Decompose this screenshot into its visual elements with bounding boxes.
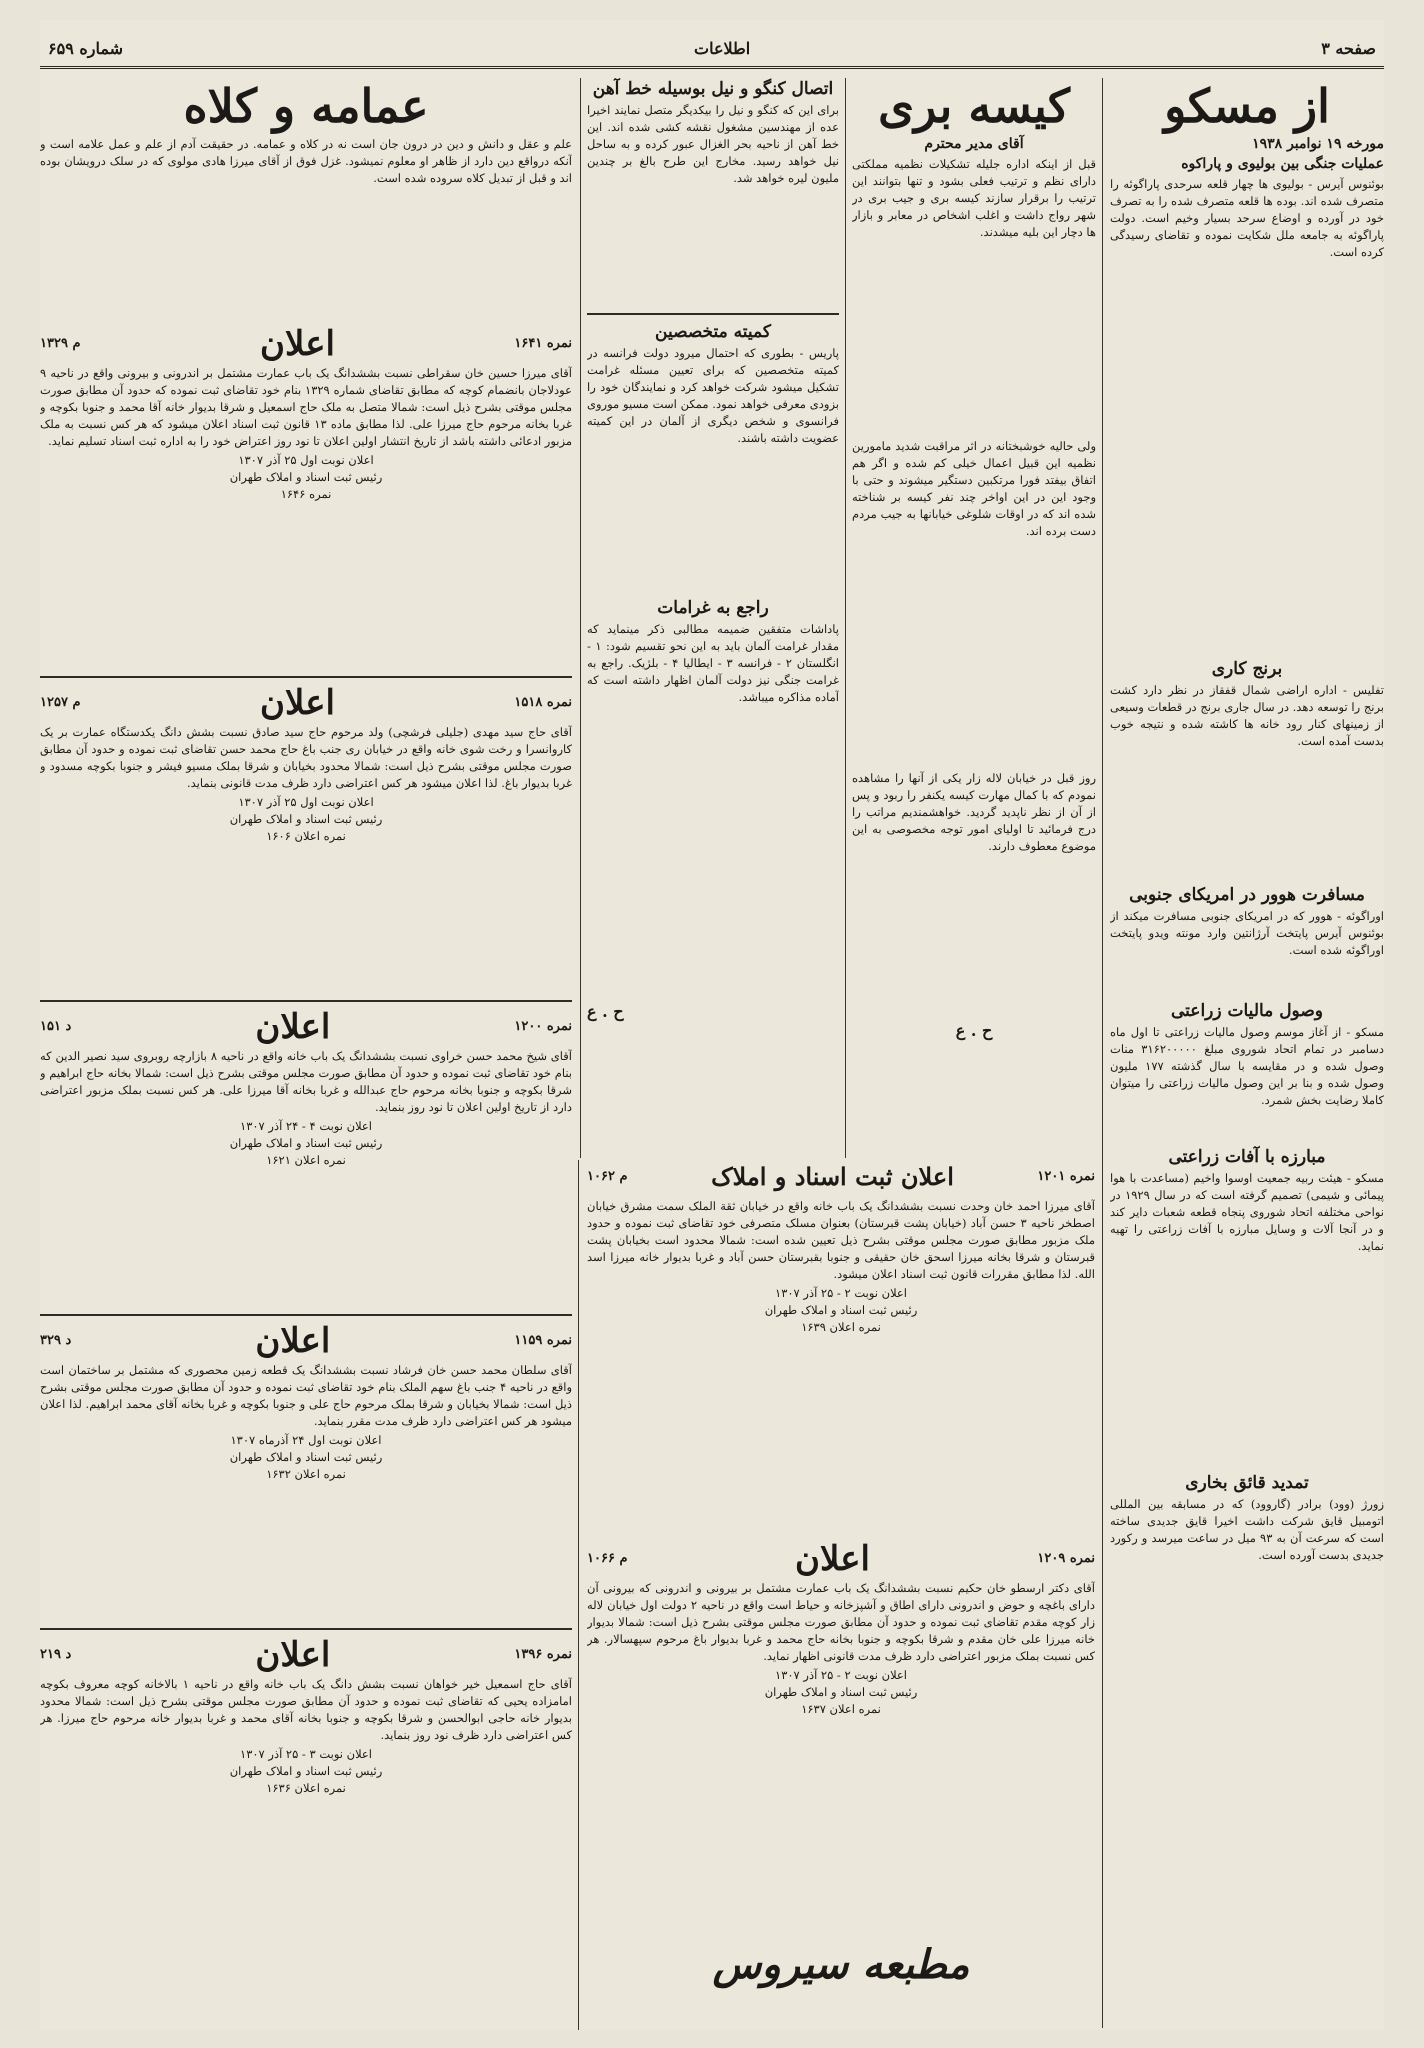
divider <box>587 313 839 315</box>
ad-block-center <box>587 1540 1095 1920</box>
railway-title: اتصال کنگو و نیل بوسیله خط آهن <box>592 79 834 99</box>
moscow-date: مورخه ۱۹ نوامبر ۱۹۳۸ <box>1252 136 1384 152</box>
issue-number: شماره ۶۵۹ <box>48 38 123 58</box>
ad-signature: رئیس ثبت اسناد و املاک طهران <box>229 1136 383 1150</box>
registry-notice <box>587 1158 1095 1513</box>
moscow-s1-body: بوئنوس آیرس - بولیوی ها چهار قلعه سرحدی پاراگوئه را متصرف شده اند. بوده ها قلعه متصرف شده را به تصرف خود در آورده و اوضاع سرحد بسیار وخیم است. دولت پاراگوئه به جامعه ملل شکایت نموده و تقاضای رسیدگی کرده است. <box>1110 177 1384 259</box>
ad-serial: نمره اعلان ۱۶۳۶ <box>266 1781 346 1795</box>
registry-ref: م ۱۰۶۲ <box>587 1169 628 1184</box>
page-number: صفحه ۳ <box>1321 38 1376 58</box>
ad-body: آقای حاج اسمعیل خیر خواهان نسبت بشش دانگ یک باب خانه واقع در ناحیه ۱ بالاخانه کوچه معروف بکوچه امامزاده یحیی که تقاضای ثبت نموده و حدود آن مطابق صورت مجلس موقتی بشرح ذیل است: شمالا محدود بدیوار خانه حاجی ابوالحسن و شرقا بکوچه و جنوبا بخانه آقای محمد و غربا بدیوار خانه مرحوم حاج میرزا. هر کس اعتراضی دارد ظرف نود روز بنماید. <box>40 1677 572 1742</box>
ad-heading: اعلان <box>255 1635 331 1675</box>
turban-body: علم و عقل و دانش و دین در درون جان است نه در کلاه و عمامه. در حقیقت آدم از علم و عمل علامه است و آنکه درواقع دین دارد از ظاهر او معلوم نمیشود. غزل فوق از آقای میرزا هادی مولوی که در سلک درویشان بوده اند و قبل از تبدیل کلاه سروده شده است. <box>40 137 572 185</box>
ad-signature: رئیس ثبت اسناد و املاک طهران <box>229 1764 383 1778</box>
moscow-s4-body: مسکو - از آغاز موسم وصول مالیات زراعتی تا اول ماه دسامبر در تمام اتحاد شوروی مبلغ ۳۱۶۲۰۰۰۰۰ منات وصول شده و در مقایسه با سال گذشته ۱۷۷ ملیون وصول شده و بنا بر این وصول مالیات زراعتی را میتوان کاملا رضایت بخش شمرد. <box>1110 1025 1384 1107</box>
ad-date: اعلان نوبت ۴ - ۲۴ آذر ۱۳۰۷ <box>240 1119 372 1133</box>
kisebori-body-3: روز قبل در خیابان لاله زار یکی از آنها را مشاهده نمودم که با کمال مهارت کیسه یکنفر را ربود و پس از آن از نظر ناپدید گردید. خواهشمندیم مراتب را درج فرمائید تا اولیای امور توجه مخصوصی به این موضوع معطوف دارند. <box>852 771 1096 853</box>
kisebori-body-2: ولی حالیه خوشبختانه در اثر مراقبت شدید مامورین نظمیه این قبیل اعمال خیلی کم شده و اگر هم اتفاق بیفتد فورا مرتکبین دستگیر میشوند و حتی با وجود این در این اواخر چند نفر کیسه بر شناخته شده اند که در اوقات شلوغی خیابانها به جیب مردم دست برده اند. <box>852 439 1096 538</box>
moscow-s3-head: مسافرت هوور در امریکای جنوبی <box>1129 885 1365 905</box>
reparations-title: راجع به غرامات <box>657 598 769 618</box>
ad-date: اعلان نوبت اول ۲۵ آذر ۱۳۰۷ <box>238 795 374 809</box>
newspaper-title: اطلاعات <box>694 38 751 58</box>
turban-article <box>40 78 572 328</box>
ad-date: اعلان نوبت اول ۲۴ آذرماه ۱۳۰۷ <box>230 1433 382 1447</box>
moscow-s2-body: تفلیس - اداره اراضی شمال قفقاز در نظر دارد کشت برنج را توسعه دهد. در سال جاری برنج در قطعات وسیعی از زمینهای کنار رود خانه ها کاشته شده و نتیجه خوب بدست آمده است. <box>1110 683 1384 748</box>
ad-ref: د ۳۲۹ <box>40 1333 72 1348</box>
moscow-s2-head: برنج کاری <box>1211 659 1283 679</box>
ad-signature: رئیس ثبت اسناد و املاک طهران <box>764 1685 918 1699</box>
column-rule <box>578 1160 579 2030</box>
registry-date: اعلان نوبت ۲ - ۲۵ آذر ۱۳۰۷ <box>775 1286 907 1300</box>
ad-body: آقای حاج سید مهدی (جلیلی فرشچی) ولد مرحوم حاج سید صادق نسبت بشش دانگ یکدستگاه عمارت بر یک کاروانسرا و رخت شوی خانه واقع در خیابان ری جنب باغ حاج محمد حسن تقاضای ثبت نموده و حدود آن مطابق صورت مجلس موقتی بشرح ذیل است: شمالا محدود بخیابان و شرقا بملک مسیو فیشر و جنوبا بکوچه مسدود و غربا بدیوار باغ. لذا اعلان میشود هر کس اعتراضی دارد ظرف مدت قانونی بنماید. <box>40 725 572 790</box>
ad-number: نمره ۱۶۴۱ <box>514 336 572 351</box>
ad-date: اعلان نوبت اول ۲۵ آذر ۱۳۰۷ <box>238 453 374 467</box>
moscow-s4-head: وصول مالیات زراعتی <box>1171 1001 1323 1021</box>
ad-serial: نمره اعلان ۱۶۳۲ <box>266 1467 346 1481</box>
moscow-s6-head: تمدید قائق بخاری <box>1185 1473 1309 1493</box>
ad-heading: اعلان <box>259 325 335 364</box>
ad-block <box>40 1322 572 1622</box>
ad-block <box>40 684 572 994</box>
reparations-body: پاداشات متفقین ضمیمه مطالبی ذکر مینماید که مقدار غرامت آلمان باید به این نحو تقسیم شود: ۱ - انگلستان ۲ - فرانسه ۳ - ایطالیا ۴ - بلژیک. راجع به غرامت جنگی نیز دولت آلمان اظهار داشته است که آماده مذاکره میباشد. <box>587 622 839 704</box>
ad-number: نمره ۱۳۹۶ <box>514 1647 572 1662</box>
ad-block <box>40 1008 572 1308</box>
registry-signature: رئیس ثبت اسناد و املاک طهران <box>764 1303 918 1317</box>
printer-imprint <box>587 1935 1095 2005</box>
column-rule <box>1102 78 1103 2028</box>
ad-signature: رئیس ثبت اسناد و املاک طهران <box>229 470 383 484</box>
divider <box>40 676 572 678</box>
ad-serial: نمره اعلان ۱۶۳۷ <box>801 1702 881 1716</box>
ad-serial: نمره اعلان ۱۶۰۶ <box>266 829 346 843</box>
column-rule <box>845 78 846 1158</box>
moscow-s6-body: زورژ (وود) برادر (گاروود) که در مسابقه بین المللی اتومبیل قایق شرکت داشت اخیرا قایق جدیدی ساخته است که سرعت آن به ۹۳ میل در ساعت میرسد و رکورد جدیدی بدست آورده است. <box>1110 1497 1384 1562</box>
kisebori-salutation: آقای مدیر محترم <box>924 136 1024 152</box>
ad-heading: اعلان <box>255 1007 331 1047</box>
ad-body: آقای سلطان محمد حسن خان فرشاد نسبت بششدانگ یک قطعه زمین محصوری که مشتمل بر ساختمان است واقع در ناحیه ۴ جنب باغ سهم الملک بنام خود تقاضای ثبت نموده و حدود آن مطابق صورت مجلس موقتی بشرح ذیل است: شمالا بخیابان و شرقا بملک مرحوم حاج علی و جنوبا بکوچه و غربا بخانه آقای محمد ابراهیم. لذا اعلان میشود هر کس اعتراضی دارد ظرف مدت مقرر بنماید. <box>40 1363 572 1428</box>
registry-number: نمره ۱۲۰۱ <box>1037 1169 1095 1184</box>
ad-date: اعلان نوبت ۲ - ۲۵ آذر ۱۳۰۷ <box>775 1668 907 1682</box>
committee-body: پاریس - بطوری که احتمال میرود دولت فرانسه در کمیته متخصصین که برای تعیین مسئله غرامت تشکیل میشود شرکت خواهد کرد و نمایندگان خود را بزودی معرفی خواهد نمود. ممکن است مسیو موروی فرانسوی و شخص دیگری از آلمان در این کمیته عضویت داشته باشند. <box>587 346 839 445</box>
kisebori-column <box>852 78 1096 1158</box>
ad-serial: نمره ۱۶۴۶ <box>280 487 332 501</box>
ad-ref: م ۱۰۶۶ <box>587 1551 628 1566</box>
kisebori-title: کیسه بری <box>878 79 1070 133</box>
registry-body: آقای میرزا احمد خان وحدت نسبت بششدانگ یک باب خانه واقع در خیابان ثقة الملک سمت مشرق خیابان اصطخر ناحیه ۳ حسن آباد (خیابان پشت قبرستان) بعنوان مسلک متصرفی خود تقاضای ثبت نموده و حدود ملک مزبور مطابق صورت مجلس موقتی بشرح ذیل تعیین شده است: شمالا محدود است بخیابان پشت قبرستان و شرقا بخانه میرزا اسحق خان حقیقی و جنوبا بقبرستان حسن آباد و غربا بدیوار خانه میرزا اسد الله. لذا مطابق مقررات قانون ثبت اسناد اعلان میشود. <box>587 1199 1095 1281</box>
ad-body: آقای میرزا حسین خان سقراطی نسبت بششدانگ یک باب عمارت مشتمل بر اندرونی و بیرونی واقع در ناحیه ۹ عودلاجان بانضمام کوچه که مطابق تقاضای شماره ۱۳۲۹ بنام خود تقاضای ثبت نموده که حدود آن مطابق صورت مجلس موقتی بشرح ذیل است: شمالا متصل به ملک حاج اسمعیل و شرقا بدیوار خانه آقا محمد و جنوبا بکوچه و غربا بخانه مرحوم حاج میرزا علی. لذا مطابق ماده ۱۳ قانون ثبت اسناد اعلان میشود که هر کس نسبت به ملک مزبور ادعائی داشته باشد از تاریخ انتشار اولین اعلان تا نود روز اعتراض خود را به اداره ثبت اسناد تسلیم نماید. <box>40 366 572 448</box>
moscow-title: از مسکو <box>1164 79 1330 133</box>
column-rule <box>580 78 581 1158</box>
divider <box>40 1628 572 1630</box>
divider <box>40 1314 572 1316</box>
ad-ref: د ۱۵۱ <box>40 1019 72 1034</box>
registry-heading: اعلان ثبت اسناد و املاک <box>711 1162 954 1191</box>
ad-serial: نمره اعلان ۱۶۲۱ <box>266 1153 346 1167</box>
ad-heading: اعلان <box>259 683 335 723</box>
masthead <box>40 30 1384 69</box>
ad-number: نمره ۱۵۱۸ <box>514 695 572 710</box>
moscow-s5-body: مسکو - هیئت ربیه جمعیت اوسوا واخیم (مساعدت با هوا پیمائی و شیمی) تصمیم گرفته است که در سال ۱۹۲۹ در نواحی مختلفه اتحاد شوروی پنجاه قطعه شعبات دایر کند و در آنجا آلات و وسایل مبارزه با آفات زراعتی را تهیه نماید. <box>1110 1171 1384 1253</box>
ad-signature: رئیس ثبت اسناد و املاک طهران <box>229 1450 383 1464</box>
ad-ref: د ۲۱۹ <box>40 1647 72 1662</box>
column-signature: ح . ع <box>587 1002 624 1021</box>
ad-number: نمره ۱۲۰۰ <box>514 1019 572 1034</box>
ad-ref: م ۱۲۵۷ <box>40 695 81 710</box>
moscow-s5-head: مبارزه با آفات زراعتی <box>1168 1147 1326 1167</box>
divider <box>40 1000 572 1002</box>
newspaper-page <box>40 20 1384 2030</box>
printer-name: مطبعه سیروس <box>712 1941 970 1988</box>
ad-body: آقای دکتر ارسطو خان حکیم نسبت بششدانگ یک باب عمارت مشتمل بر بیرونی و اندرونی که بیرونی آن دارای باغچه و حوض و اندرونی دارای اطاق و آشپزخانه و حیاط است واقع در ناحیه ۲ دولت اول خیابان لاله زار کوچه مقدم تقاضای ثبت نموده و حدود آن مطابق صورت مجلس موقتی بشرح ذیل است: شمالا بدیوار خانه میرزا علی خان مقدم و شرقا بکوچه و جنوبا بخانه حاج محمد و غربا بدیوار باغ مرحوم سپهسالار. هر کس نسبت بملک مزبور اعتراضی دارد ظرف مدت قانونی اظهار نماید. <box>587 1581 1095 1663</box>
ad-number: نمره ۱۱۵۹ <box>514 1333 572 1348</box>
turban-title: عمامه و کلاه <box>183 79 429 133</box>
ad-body: آقای شیخ محمد حسن خراوی نسبت بششدانگ یک باب خانه واقع در ناحیه ۸ بازارچه روبروی سید نصیر الدین که بنام خود تقاضای ثبت نموده و حدود آن مطابق صورت مجلس موقتی بشرح ذیل است: شمالا بخانه حاج ابراهیم و شرقا بکوچه و جنوبا بخانه مرحوم حاج عبدالله و غربا بخانه آقا میرزا علی. هر کس نسبت بملک مزبور اعتراضی دارد از تاریخ اولین اعلان تا نود روز بنماید. <box>40 1049 572 1114</box>
ad-ref: م ۱۳۲۹ <box>40 336 81 351</box>
ad-heading: اعلان <box>255 1321 331 1361</box>
ad-block <box>40 1636 572 1797</box>
railway-body: برای این که کنگو و نیل را بیکدیگر متصل نمایند اخیرا عده از مهندسین مشغول نقشه کشی شده اند. این خط آهن از ناحیه بحر الغزال عبور کرده و به ساحل نیل خواهد رسید. مخارج این طرح بالغ بر چندین ملیون لیره خواهد شد. <box>587 103 839 185</box>
kisebori-body-1: قبل از اینکه اداره جلیله تشکیلات نظمیه مملکتی دارای نظم و ترتیب فعلی بشود و تنها بتوانند این ترتیب را برقرار سازند کیسه بری و جیب بری در شهر رواج داشت و اغلب اشخاص در معابر و بازار ها دچار این بلیه میشدند. <box>852 157 1096 239</box>
moscow-s3-body: اوراگوئه - هوور که در امریکای جنوبی مسافرت میکند از بوئنوس آیرس پایتخت آرژانتین وارد مونته ویدو پایتخت اوراگوئه شده است. <box>1110 909 1384 957</box>
committee-title: کمیته متخصصین <box>655 322 771 342</box>
registry-serial: نمره اعلان ۱۶۳۹ <box>801 1320 881 1334</box>
ad-heading: اعلان <box>794 1540 870 1579</box>
ad-number: نمره ۱۲۰۹ <box>1037 1551 1095 1566</box>
kisebori-signature: ح . ع <box>955 1021 993 1040</box>
moscow-s1-head: عملیات جنگی بین بولیوی و پاراکوه <box>1181 156 1384 172</box>
news-middle-column <box>587 78 839 1158</box>
ad-signature: رئیس ثبت اسناد و املاک طهران <box>229 812 383 826</box>
ad-date: اعلان نوبت ۳ - ۲۵ آذر ۱۳۰۷ <box>240 1747 372 1761</box>
ad-block <box>40 325 572 670</box>
moscow-column <box>1110 78 1384 2028</box>
ads-column <box>40 325 572 2025</box>
